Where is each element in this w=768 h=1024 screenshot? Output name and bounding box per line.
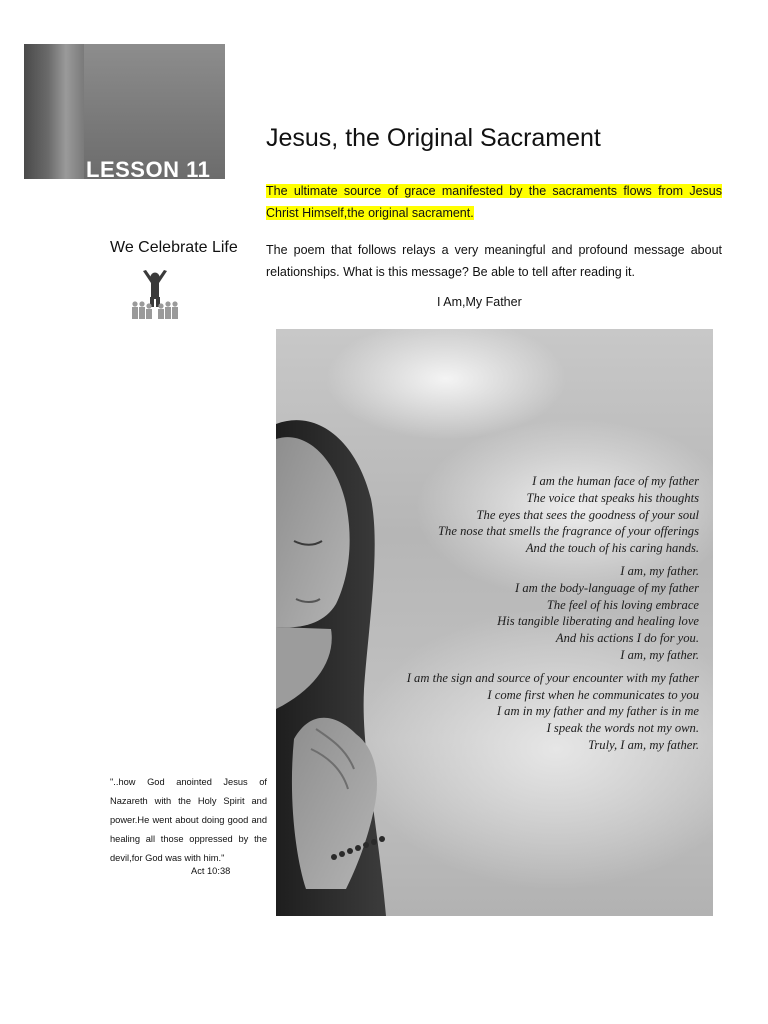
poem-line: I am the human face of my father [532, 474, 699, 488]
scripture-reference: Act 10:38 [191, 866, 231, 876]
poem-line: The eyes that sees the goodness of your soul [476, 507, 699, 522]
poem-line: I am, my father. [620, 647, 699, 662]
statue-image [24, 44, 84, 179]
poem-line: And the touch of his caring hands. [525, 541, 699, 556]
poem-stanza [359, 473, 699, 557]
poem-line: I speak the words not my own. [546, 721, 699, 736]
intro-paragraph: The poem that follows relays a very meaningful and profound message about relationships. What is this message? Be able to tell after reading it. [266, 243, 722, 279]
community-praise-icon [129, 269, 181, 321]
poem-line: I am the sign and source of your encounter with my father [406, 670, 699, 685]
poem-stanza [359, 670, 699, 754]
poem-line: The feel of his loving embrace [546, 597, 699, 612]
highlighted-text: The ultimate source of grace manifested by the sacraments flows from Jesus Christ Himself,the original sacrament. [266, 184, 722, 220]
poem-stanza [359, 563, 699, 664]
poem-title: I Am,My Father [437, 295, 522, 309]
poem-poster [276, 329, 713, 916]
poem-line: I am, my father. [620, 563, 699, 578]
poem-line: And his actions I do for you. [555, 631, 699, 646]
page-title: Jesus, the Original Sacrament [266, 124, 601, 152]
poem-line: The nose that smells the fragrance of your offerings [438, 524, 699, 539]
lesson-label: LESSON 11 [86, 157, 211, 179]
poem-line: Truly, I am, my father. [588, 737, 699, 752]
key-message [266, 180, 722, 224]
poem-line: I am the body-language of my father [515, 580, 699, 595]
poem-text [359, 473, 699, 760]
poem-line: I am in my father and my father is in me [496, 704, 699, 719]
poem-line: I come first when he communicates to you [487, 687, 699, 702]
poem-line: The voice that speaks his thoughts [526, 490, 699, 505]
lesson-banner [24, 44, 225, 179]
section-heading: We Celebrate Life [110, 239, 238, 256]
scripture-quote: "..how God anointed Jesus of Nazareth with the Holy Spirit and power.He went about doing good and healing all those oppressed by the devil,for God was with him." [110, 777, 267, 863]
poem-line: His tangible liberating and healing love [497, 614, 699, 629]
